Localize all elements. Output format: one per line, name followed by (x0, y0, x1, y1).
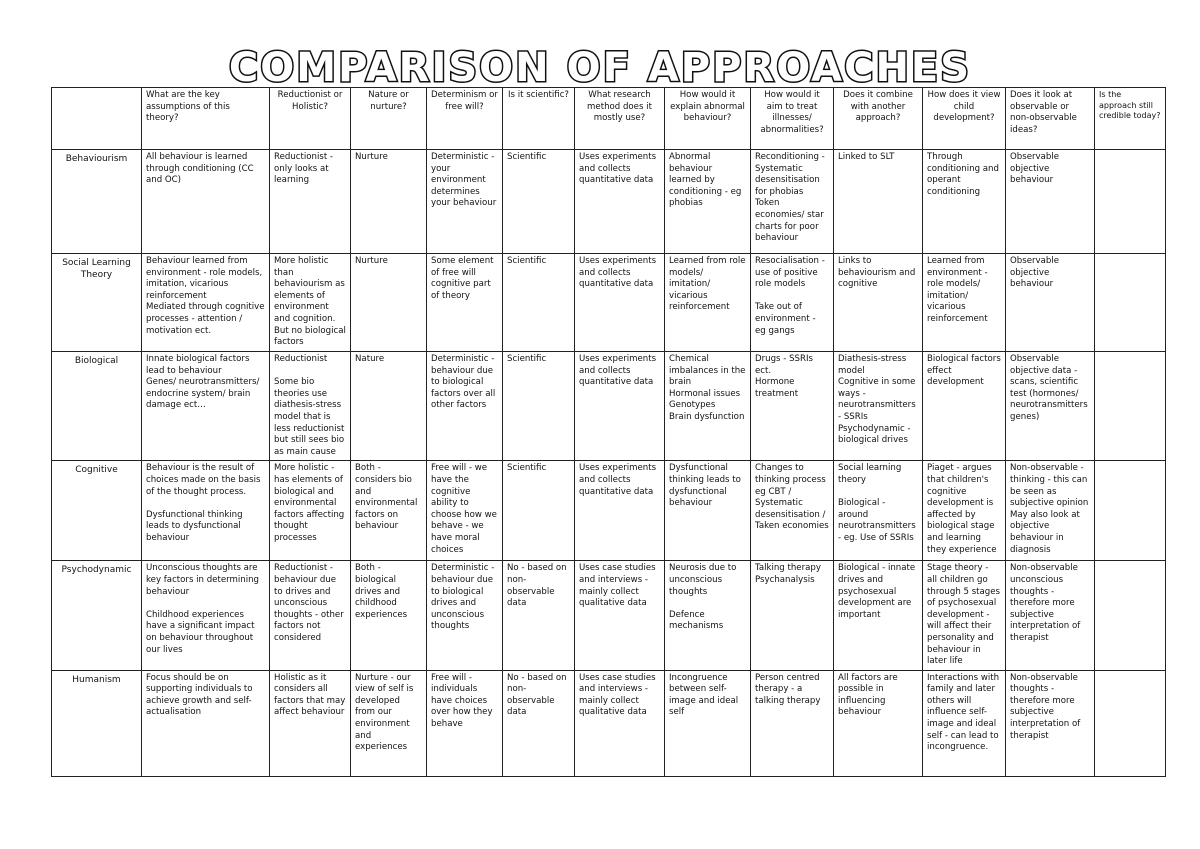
table-cell: Incongruence between self-image and ideal self (665, 670, 751, 776)
table-cell: Non-observable thoughts - therefore more subjective interpretation of therapist (1006, 670, 1095, 776)
table-cell: Both - considers bio and environmental factors on behaviour (351, 461, 427, 561)
table-cell: Scientific (503, 461, 575, 561)
header-cell: Is the approach still credible today? (1095, 88, 1166, 150)
table-cell: Unconscious thoughts are key factors in determining behaviour Childhood experiences have a significant impact on behaviour throughout our lives (142, 561, 270, 670)
table-cell (1095, 561, 1166, 670)
table-cell: Drugs - SSRIs ect. Hormone treatment (751, 352, 834, 461)
table-cell: Scientific (503, 150, 575, 254)
table-cell: Observable objective data - scans, scientific test (hormones/ neurotransmitters genes) (1006, 352, 1095, 461)
table-cell: Changes to thinking process eg CBT / Systematic desensitisation / Taken economies (751, 461, 834, 561)
header-row (52, 88, 1166, 150)
table-cell: Talking therapy Psychanalysis (751, 561, 834, 670)
table-cell: Abnormal behaviour learned by conditioning - eg phobias (665, 150, 751, 254)
table-cell: Reductionist Some bio theories use diathesis-stress model that is less reductionist but still sees bio as main cause (270, 352, 351, 461)
table-cell: Behaviour learned from environment - role models, imitation, vicarious reinforcement Mediated through cognitive processes - attention / motivation ect. (142, 254, 270, 352)
table-cell: More holistic than behaviourism as elements of environment and cognition. But no biological factors (270, 254, 351, 352)
header-cell: What research method does it mostly use? (575, 88, 665, 150)
table-row (52, 352, 1166, 461)
table-cell: All factors are possible in influencing behaviour (834, 670, 923, 776)
table-cell: Innate biological factors lead to behaviour Genes/ neurotransmitters/ endocrine system/ brain damage ect… (142, 352, 270, 461)
table-row (52, 670, 1166, 776)
table-cell (1095, 254, 1166, 352)
header-cell: Determinism or free will? (427, 88, 503, 150)
table-row (52, 150, 1166, 254)
table-cell: Nurture - our view of self is developed from our environment and experiences (351, 670, 427, 776)
row-heading: Psychodynamic (52, 561, 142, 670)
table-cell (1095, 461, 1166, 561)
table-cell: Biological factors effect development (923, 352, 1006, 461)
table-cell: Uses experiments and collects quantitative data (575, 254, 665, 352)
table-cell: Through conditioning and operant conditioning (923, 150, 1006, 254)
table-cell: No - based on non-observable data (503, 670, 575, 776)
header-cell-corner (52, 88, 142, 150)
table-cell: Uses case studies and interviews - mainly collect qualitative data (575, 670, 665, 776)
table-cell: Non-observable - thinking - this can be seen as subjective opinion May also look at objective behaviour in diagnosis (1006, 461, 1095, 561)
row-heading: Humanism (52, 670, 142, 776)
table-cell (1095, 352, 1166, 461)
table-cell: Nurture (351, 150, 427, 254)
table-cell: Resocialisation - use of positive role models Take out of environment - eg gangs (751, 254, 834, 352)
header-cell: Does it look at observable or non-observable ideas? (1006, 88, 1095, 150)
table-cell: Piaget - argues that children's cognitive development is affected by biological stage and learning they experience (923, 461, 1006, 561)
table-cell: Deterministic - behaviour due to biological factors over all other factors (427, 352, 503, 461)
comparison-table (51, 87, 1166, 777)
row-heading: Cognitive (52, 461, 142, 561)
table-cell (1095, 150, 1166, 254)
table-cell: Reductionist - only looks at learning (270, 150, 351, 254)
table-cell: Dysfunctional thinking leads to dysfunctional behaviour (665, 461, 751, 561)
table-cell: Reductionist - behaviour due to drives and unconscious thoughts - other factors not considered (270, 561, 351, 670)
table-cell: Observable objective behaviour (1006, 150, 1095, 254)
table-cell: Scientific (503, 352, 575, 461)
page-title: COMPARISON OF APPROACHES (228, 45, 972, 91)
table-cell: All behaviour is learned through conditioning (CC and OC) (142, 150, 270, 254)
table-row (52, 254, 1166, 352)
table-cell: Links to behaviourism and cognitive (834, 254, 923, 352)
header-cell: How does it view child development? (923, 88, 1006, 150)
table-cell: Chemical imbalances in the brain Hormonal issues Genotypes Brain dysfunction (665, 352, 751, 461)
table-cell: Learned from environment - role models/ imitation/ vicarious reinforcement (923, 254, 1006, 352)
table-cell: Deterministic - your environment determines your behaviour (427, 150, 503, 254)
table-cell: Uses experiments and collects quantitative data (575, 352, 665, 461)
table-cell: Behaviour is the result of choices made on the basis of the thought process. Dysfunctional thinking leads to dysfunctional behaviour (142, 461, 270, 561)
table-cell: Neurosis due to unconscious thoughts Defence mechanisms (665, 561, 751, 670)
table-cell: Focus should be on supporting individuals to achieve growth and self-actualisation (142, 670, 270, 776)
table-cell: Learned from role models/ imitation/ vicarious reinforcement (665, 254, 751, 352)
row-heading: Social Learning Theory (52, 254, 142, 352)
table-cell: Interactions with family and later others will influence self-image and ideal self - can lead to incongruence. (923, 670, 1006, 776)
table-cell: Stage theory - all children go through 5 stages of psychosexual development -will affect their personality and behaviour in later life (923, 561, 1006, 670)
table-row (52, 561, 1166, 670)
table-cell: Diathesis-stress model Cognitive in some ways - neurotransmitters - SSRIs Psychodynamic - biological drives (834, 352, 923, 461)
header-cell: Nature or nurture? (351, 88, 427, 150)
table-cell: Some element of free will cognitive part of theory (427, 254, 503, 352)
table-cell: Free will - individuals have choices over how they behave (427, 670, 503, 776)
header-cell: Does it combine with another approach? (834, 88, 923, 150)
table-cell: Free will - we have the cognitive ability to choose how we behave - we have moral choices (427, 461, 503, 561)
table-cell: Uses experiments and collects quantitative data (575, 461, 665, 561)
table-cell: Deterministic - behaviour due to biological drives and unconscious thoughts (427, 561, 503, 670)
table-cell: Observable objective behaviour (1006, 254, 1095, 352)
table-cell: Social learning theory Biological - around neurotransmitters - eg. Use of SSRIs (834, 461, 923, 561)
table-cell: Both - biological drives and childhood experiences (351, 561, 427, 670)
header-cell: How would it explain abnormal behaviour? (665, 88, 751, 150)
table-cell: Nurture (351, 254, 427, 352)
header-cell: How would it aim to treat illnesses/ abnormalities? (751, 88, 834, 150)
table-cell: Linked to SLT (834, 150, 923, 254)
table-cell: No - based on non-observable data (503, 561, 575, 670)
table-cell: More holistic - has elements of biological and environmental factors affecting thought processes (270, 461, 351, 561)
table-cell: Nature (351, 352, 427, 461)
table-cell: Uses experiments and collects quantitative data (575, 150, 665, 254)
table-row (52, 461, 1166, 561)
table-cell: Person centred therapy - a talking therapy (751, 670, 834, 776)
table-cell: Uses case studies and interviews - mainly collect qualitative data (575, 561, 665, 670)
table-cell: Reconditioning - Systematic desensitisation for phobias Token economies/ star charts for poor behaviour (751, 150, 834, 254)
header-cell: Reductionist or Holistic? (270, 88, 351, 150)
table-cell: Scientific (503, 254, 575, 352)
row-heading: Behaviourism (52, 150, 142, 254)
table-cell (1095, 670, 1166, 776)
table-cell: Biological - innate drives and psychosexual development are important (834, 561, 923, 670)
row-heading: Biological (52, 352, 142, 461)
header-cell: What are the key assumptions of this theory? (142, 88, 270, 150)
table-cell: Holistic as it considers all factors that may affect behaviour (270, 670, 351, 776)
table-cell: Non-observable unconscious thoughts - therefore more subjective interpretation of therapist (1006, 561, 1095, 670)
header-cell: Is it scientific? (503, 88, 575, 150)
